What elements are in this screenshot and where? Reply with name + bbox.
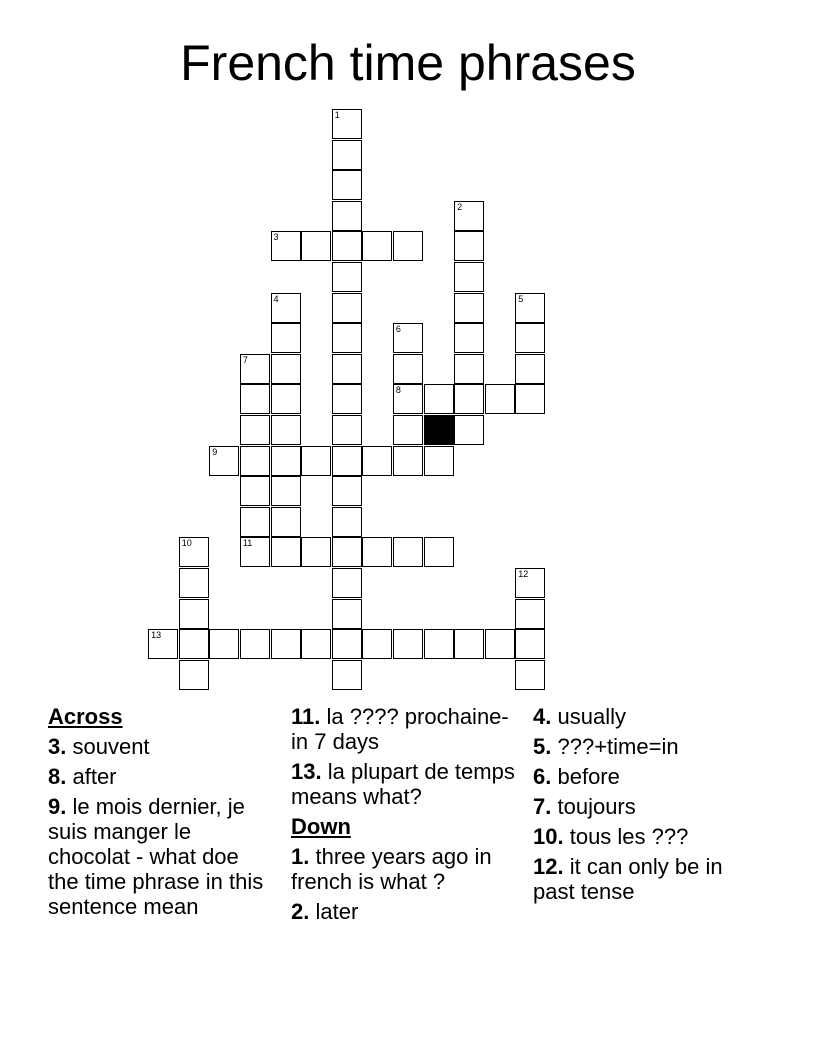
grid-cell[interactable] <box>332 507 362 537</box>
grid-cell[interactable] <box>454 629 484 659</box>
grid-cell[interactable] <box>271 507 301 537</box>
grid-cell[interactable] <box>332 415 362 445</box>
grid-cell[interactable] <box>240 415 270 445</box>
grid-cell[interactable] <box>240 476 270 506</box>
grid-cell[interactable] <box>515 660 545 690</box>
grid-cell[interactable] <box>362 537 392 567</box>
grid-cell[interactable] <box>332 323 362 353</box>
clues-column-3 <box>533 704 748 909</box>
across-clue-9: 9. le mois dernier, je suis manger le chocolat - what doe the time phrase in this sentence mean <box>48 794 264 919</box>
grid-cell[interactable] <box>301 629 331 659</box>
clue-number: 7 <box>242 354 248 365</box>
grid-cell[interactable] <box>424 446 454 476</box>
clues-column-1 <box>48 704 273 924</box>
grid-cell[interactable] <box>393 629 423 659</box>
grid-cell[interactable] <box>332 231 362 261</box>
clue-number: 5 <box>518 293 524 304</box>
grid-cell[interactable] <box>332 109 362 139</box>
grid-cell[interactable] <box>424 629 454 659</box>
clue-number: 12 <box>518 569 529 579</box>
grid-cell[interactable] <box>393 354 423 384</box>
grid-cell[interactable] <box>362 629 392 659</box>
grid-cell[interactable] <box>332 568 362 598</box>
grid-cell[interactable] <box>515 599 545 629</box>
grid-cell[interactable] <box>515 568 545 598</box>
clue-number: 9 <box>212 446 218 457</box>
down-clue-7: 7. toujours <box>533 794 636 819</box>
grid-cell[interactable] <box>332 354 362 384</box>
grid-cell[interactable] <box>209 446 239 476</box>
grid-cell[interactable] <box>332 629 362 659</box>
clue-number: 2 <box>457 201 463 212</box>
across-clue-3: 3. souvent <box>48 734 150 759</box>
grid-cell[interactable] <box>179 660 209 690</box>
down-clue-10: 10. tous les ??? <box>533 824 689 849</box>
grid-cell[interactable] <box>209 629 239 659</box>
grid-cell[interactable] <box>454 384 484 414</box>
grid-cell[interactable] <box>393 323 423 353</box>
grid-cell[interactable] <box>179 568 209 598</box>
grid-cell[interactable] <box>240 354 270 384</box>
grid-cell[interactable] <box>240 384 270 414</box>
down-clue-5: 5. ???+time=in <box>533 734 679 759</box>
down-heading: Down <box>291 814 351 839</box>
grid-cell[interactable] <box>393 415 423 445</box>
grid-cell[interactable] <box>424 537 454 567</box>
grid-cell[interactable] <box>240 446 270 476</box>
grid-cell[interactable] <box>454 262 484 292</box>
clue-number: 6 <box>395 324 401 335</box>
grid-cell[interactable] <box>332 140 362 170</box>
grid-cell[interactable] <box>454 323 484 353</box>
grid-cell[interactable] <box>332 599 362 629</box>
grid-cell[interactable] <box>271 231 301 261</box>
down-clue-2: 2. later <box>291 899 359 924</box>
grid-cell[interactable] <box>301 537 331 567</box>
grid-cell[interactable] <box>393 384 423 414</box>
grid-cell[interactable] <box>271 446 301 476</box>
grid-cell[interactable] <box>332 201 362 231</box>
grid-cell[interactable] <box>179 599 209 629</box>
grid-cell[interactable] <box>332 262 362 292</box>
grid-cell[interactable] <box>271 354 301 384</box>
grid-cell[interactable] <box>271 323 301 353</box>
grid-cell[interactable] <box>179 629 209 659</box>
grid-cell[interactable] <box>271 537 301 567</box>
grid-cell[interactable] <box>240 507 270 537</box>
across-heading: Across <box>48 704 123 729</box>
down-clue-12: 12. it can only be in past tense <box>533 854 723 904</box>
grid-cell[interactable] <box>271 415 301 445</box>
grid-cell[interactable] <box>301 446 331 476</box>
grid-cell[interactable] <box>515 384 545 414</box>
grid-cell[interactable] <box>271 384 301 414</box>
grid-cell[interactable] <box>332 293 362 323</box>
down-clue-1: 1. three years ago in french is what ? <box>291 844 492 894</box>
clue-number: 11 <box>242 538 253 549</box>
clue-number: 3 <box>273 232 279 243</box>
grid-cell[interactable] <box>454 201 484 231</box>
grid-cell[interactable] <box>393 537 423 567</box>
grid-cell[interactable] <box>148 629 178 659</box>
grid-cell[interactable] <box>301 231 331 261</box>
grid-cell[interactable] <box>271 293 301 323</box>
grid-cell[interactable] <box>362 231 392 261</box>
grid-cell[interactable] <box>454 231 484 261</box>
grid-cell[interactable] <box>515 323 545 353</box>
grid-cell[interactable] <box>515 293 545 323</box>
grid-cell[interactable] <box>271 629 301 659</box>
grid-cell[interactable] <box>332 476 362 506</box>
clue-number: 13 <box>151 630 162 641</box>
grid-cell[interactable] <box>393 446 423 476</box>
page-title: French time phrases <box>180 35 636 91</box>
grid-cell[interactable] <box>332 446 362 476</box>
down-clue-4: 4. usually <box>533 704 626 729</box>
clue-number: 10 <box>181 538 192 549</box>
grid-cell[interactable] <box>424 384 454 414</box>
across-clue-8: 8. after <box>48 764 117 789</box>
grid-cell[interactable] <box>485 629 515 659</box>
grid-cell[interactable] <box>332 537 362 567</box>
grid-cell[interactable] <box>332 170 362 200</box>
grid-cell[interactable] <box>179 537 209 567</box>
black-cell <box>424 415 454 445</box>
across-clue-13: 13. la plupart de temps means what? <box>291 759 515 809</box>
grid-cell[interactable] <box>362 446 392 476</box>
clue-number: 4 <box>273 293 279 304</box>
clues-column-2 <box>291 704 527 929</box>
grid-cell[interactable] <box>240 537 270 567</box>
grid-cell[interactable] <box>332 660 362 690</box>
grid-cell[interactable] <box>485 384 515 414</box>
grid-cell[interactable] <box>454 354 484 384</box>
grid-cell[interactable] <box>454 415 484 445</box>
clue-number: 1 <box>334 110 340 120</box>
grid-cell[interactable] <box>515 629 545 659</box>
grid-cell[interactable] <box>240 629 270 659</box>
grid-cell[interactable] <box>271 476 301 506</box>
across-clue-11: 11. la ???? prochaine- in 7 days <box>291 704 509 754</box>
clue-number: 8 <box>395 385 401 396</box>
grid-cell[interactable] <box>332 384 362 414</box>
grid-cell[interactable] <box>454 293 484 323</box>
grid-cell[interactable] <box>393 231 423 261</box>
grid-cell[interactable] <box>515 354 545 384</box>
down-clue-6: 6. before <box>533 764 620 789</box>
